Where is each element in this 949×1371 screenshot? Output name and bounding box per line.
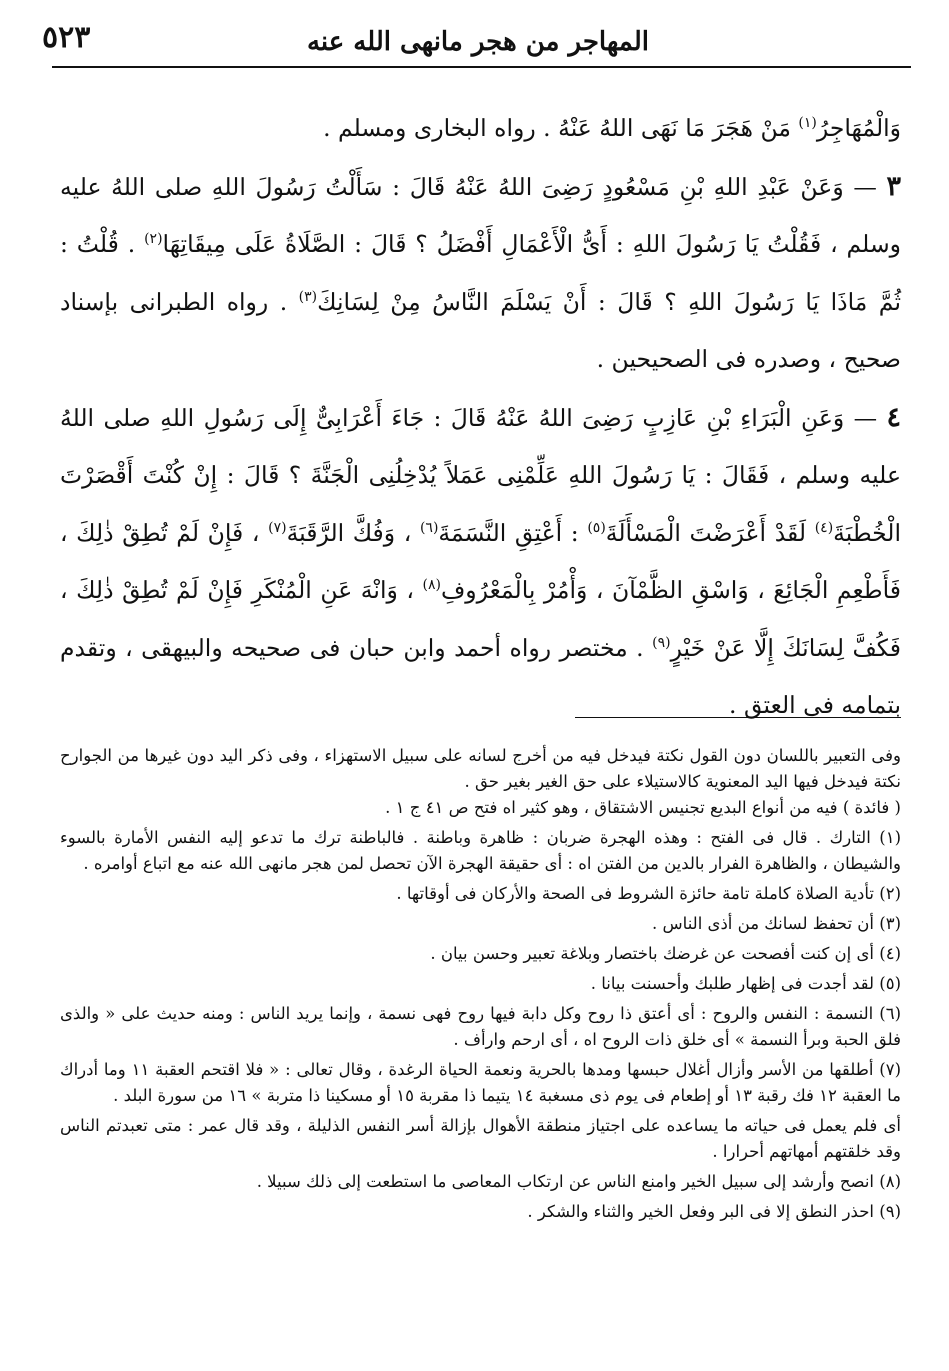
footnote-6: (٦) النسمة : النفس والروح : أى أعتق ذا روح وكل دابة فيها روح فهى نسمة ، وإنما يريد الناس : ومنه حديث على « والذى فلق الحبة وبرأ النسمة » أى خلق ذات الروح اه ، أى ارحم وارأف . xyxy=(60,1004,901,1049)
footnote-9: (٩) احذر النطق إلا فى البر وفعل الخير والثناء والشكر . xyxy=(527,1202,901,1221)
hadith-3: ٣ — وَعَنْ عَبْدِ اللهِ بْنِ مَسْعُودٍ رَضِىَ اللهُ عَنْهُ قَالَ : سَأَلْتُ رَسُولَ اللهِ صلى اللهُ عليه وسلم ، فَقُلْتُ يَا رَسُولَ اللهِ : أَىُّ الْأَعْمَالِ أَفْضَلُ ؟ قَالَ : الصَّلَاةُ عَلَى مِيقَاتِهَا$^{(٢)}$ . قُلْتُ : ثُمَّ مَاذَا يَا رَسُولَ اللهِ ؟ قَالَ : أَنْ يَسْلَمَ النَّاسُ مِنْ لِسَانِكَ$^{(٣)}$ . رواه الطبرانى بإسناد صحيح ، وصدره فى الصحيحين . xyxy=(60,170,901,373)
footnotes xyxy=(60,743,901,1225)
footnote-ref-1: (١) xyxy=(798,115,817,132)
footnote-ref-3: (٣) xyxy=(298,288,318,305)
footnote-ref-8: (٨) xyxy=(422,577,441,594)
footnote-benefit: ( فائدة ) فيه من أنواع البديع تجنيس الاشتقاق ، وهو كثير اه فتح ص ٤١ ج ١ . xyxy=(385,798,901,817)
footnote-2: (٢) تأدية الصلاة كاملة تامة حائزة الشروط فى الصحة والأركان فى أوقاتها . xyxy=(396,884,901,903)
footnote-ref-4: (٤) xyxy=(814,519,834,536)
footnote-1: (١) التارك . قال فى الفتح : وهذه الهجرة ضربان : ظاهرة وباطنة . فالباطنة ترك ما تدعو إليه النفس الأمارة بالسوء والشيطان ، والظاهرة الفرار بالدين من الفتن اه : أى حقيقة الهجرة الآن تحصل لمن هجر مانهى الله عنه مع اتباع أوامره . xyxy=(60,828,901,873)
footnote-continued: وفى التعبير باللسان دون القول نكتة فيدخل فيه من أخرج لسانه على سبيل الاستهزاء ، وفى ذكر اليد دون غيرها من الجوارح نكتة فيدخل فيها اليد المعنوية كالاستيلاء على حق الغير بغير حق . xyxy=(60,746,901,791)
hadith-2-tail: وَالْمُهَاجِرُ$^{(١)}$ مَنْ هَجَرَ مَا نَهَى اللهُ عَنْهُ . رواه البخارى ومسلم . xyxy=(323,114,901,142)
page-header xyxy=(42,20,649,62)
hadith-number-4: ٤ xyxy=(886,401,901,433)
footnote-ref-6: (٦) xyxy=(419,519,439,536)
footnote-3: (٣) أن تحفظ لسانك من أذى الناس . xyxy=(652,914,901,933)
page-number: ٥٢٣ xyxy=(42,20,91,55)
footnote-4: (٤) أى إن كنت أفصحت عن غرضك باختصار وبلاغة تعبير وحسن بيان . xyxy=(430,944,901,963)
footnote-ref-5: (٥) xyxy=(587,519,606,536)
footnote-ref-7: (٧) xyxy=(268,519,287,536)
main-text xyxy=(60,100,901,735)
header-rule xyxy=(52,66,911,68)
footnote-5: (٥) لقد أجدت فى إظهار طلبك وأحسنت بيانا . xyxy=(590,974,901,993)
footnote-ref-2: (٢) xyxy=(144,231,163,248)
hadith-number-3: ٣ xyxy=(886,170,901,202)
running-title: المهاجر من هجر مانهى الله عنه xyxy=(306,27,649,57)
footnote-7: (٧) أطلقها من الأسر وأزال أغلال حبسها ومدها بالحرية ونعمة الحياة الرغدة ، وقال تعالى : « فلا اقتحم العقبة ١١ وما أدراك ما العقبة ١٢ فك رقبة ١٣ أو إطعام فى يوم ذى مسغبة ١٤ يتيما ذا مقربة ١٥ أو مسكينا ذا متربة » ١٦ من سورة البلد . xyxy=(60,1060,901,1105)
footnote-ref-9: (٩) xyxy=(652,634,671,651)
hadith-4: ٤ — وَعَنِ الْبَرَاءِ بْنِ عَازِبٍ رَضِىَ اللهُ عَنْهُ قَالَ : جَاءَ أَعْرَابِىٌّ إِلَى رَسُولِ اللهِ صلى اللهُ عليه وسلم ، فَقَالَ : يَا رَسُولَ اللهِ عَلِّمْنِى عَمَلاً يُدْخِلُنِى الْجَنَّةَ ؟ قَالَ : إِنْ كُنْتَ أَقْصَرْتَ الْخُطْبَةَ$^{(٤)}$ لَقَدْ أَعْرَضْتَ الْمَسْأَلَةَ$^{(٥)}$ : أَعْتِقِ النَّسَمَةَ$^{(٦)}$ ، وَفُكَّ الرَّقَبَةَ$^{(٧)}$ ، فَإِنْ لَمْ تُطِقْ ذٰلِكَ ، فَأَطْعِمِ الْجَائِعَ ، وَاسْقِ الظَّمْآنَ ، وَأْمُرْ بِالْمَعْرُوفِ$^{(٨)}$ ، وَانْهَ عَنِ الْمُنْكَرِ فَإِنْ لَمْ تُطِقْ ذٰلِكَ ، فَكُفَّ لِسَانَكَ إِلَّا عَنْ خَيْرٍ$^{(٩)}$ . مختصر رواه أحمد وابن حبان فى صحيحه والبيهقى ، وتقدم بتمامه فى العتق . xyxy=(60,401,901,719)
footnote-rule xyxy=(575,717,901,718)
footnote-7-continued: أى فلم يعمل فى حياته ما يساعده على اجتياز منطقة الأهوال بإزالة أسر النفس الذليلة ، وقد قال عمر : متى تعبدتم الناس وقد خلقتهم أمهاتهم أحرارا . xyxy=(60,1116,901,1161)
footnote-8: (٨) انصح وأرشد إلى سبيل الخير وامنع الناس عن ارتكاب المعاصى ما استطعت إلى ذلك سبيلا . xyxy=(256,1172,901,1191)
